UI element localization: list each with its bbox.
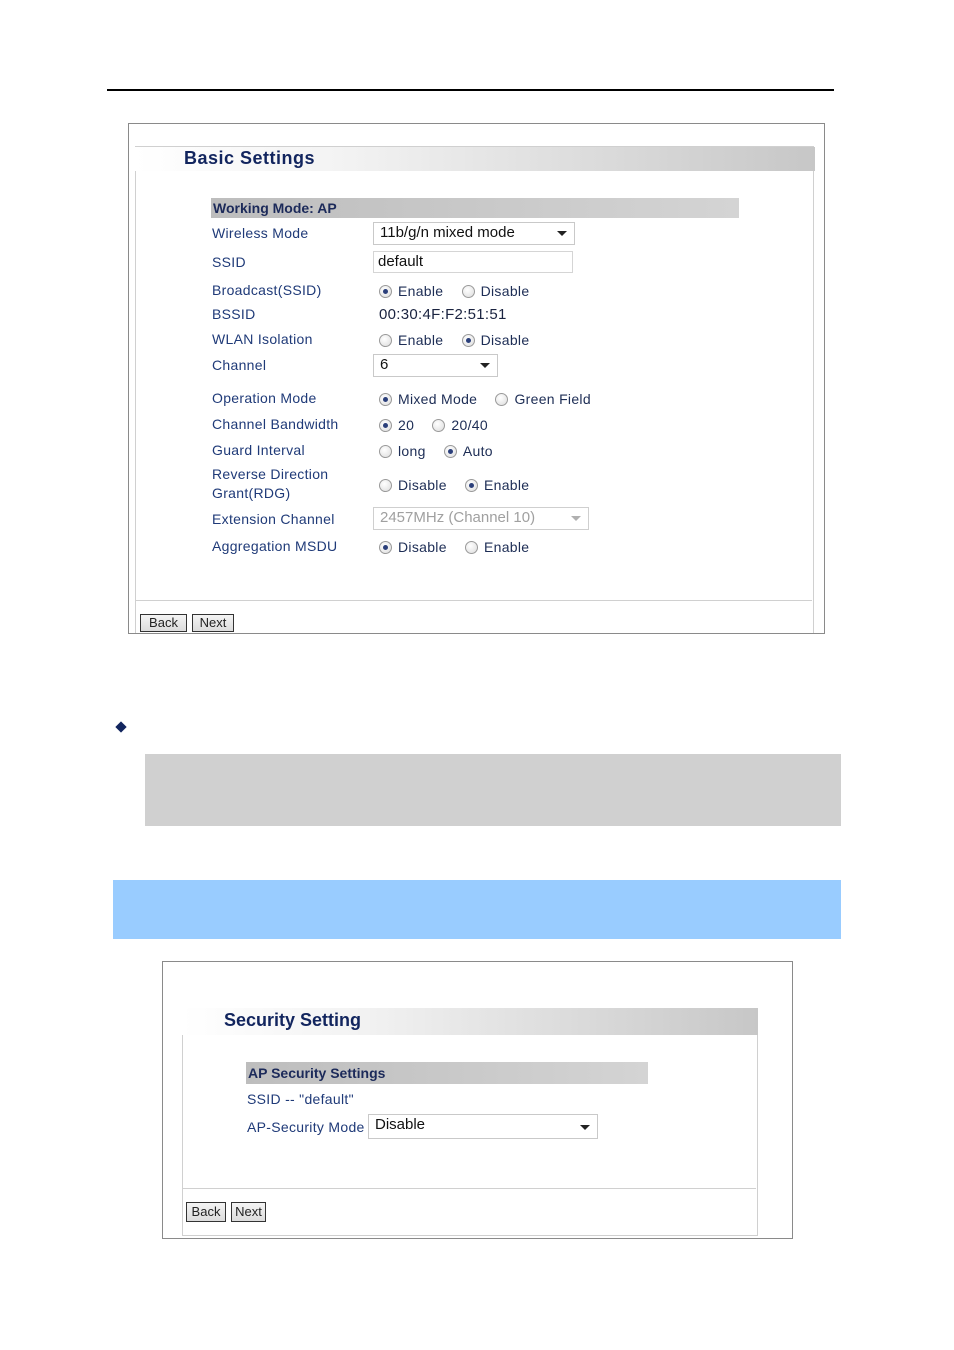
channel-value: 6	[380, 356, 389, 373]
isolation-disable-radio[interactable]	[462, 334, 475, 347]
footer-divider	[136, 600, 812, 601]
aggregation-msdu-options	[379, 539, 543, 557]
security-back-button[interactable]: Back	[186, 1202, 226, 1222]
operation-mode-label: Operation Mode	[212, 390, 317, 406]
chevron-down-icon	[557, 231, 567, 236]
security-setting-panel	[162, 961, 793, 1239]
rdg-disable-label: Disable	[398, 477, 447, 493]
wireless-mode-value: 11b/g/n mixed mode	[380, 224, 515, 241]
guard-auto-label: Auto	[462, 443, 493, 459]
green-field-label: Green Field	[514, 391, 591, 407]
mixed-mode-label: Mixed Mode	[398, 391, 478, 407]
broadcast-enable-label: Enable	[398, 283, 444, 299]
msdu-enable-label: Enable	[484, 539, 530, 555]
guard-long-label: long	[398, 443, 426, 459]
wireless-mode-select[interactable]	[373, 222, 575, 245]
bandwidth-20-40-label: 20/40	[451, 417, 488, 433]
bssid-label: BSSID	[212, 306, 256, 322]
back-button[interactable]: Back	[140, 614, 187, 632]
chevron-down-icon	[580, 1125, 590, 1130]
channel-bandwidth-label: Channel Bandwidth	[212, 416, 339, 432]
bandwidth-20-radio[interactable]	[379, 419, 392, 432]
chevron-down-icon	[480, 363, 490, 368]
channel-bandwidth-options	[379, 417, 502, 435]
msdu-enable-radio[interactable]	[465, 541, 478, 554]
isolation-disable-label: Disable	[480, 332, 530, 348]
rdg-label-line1: Reverse Direction	[212, 466, 329, 482]
broadcast-ssid-label: Broadcast(SSID)	[212, 282, 322, 298]
blue-header-box	[113, 880, 841, 939]
isolation-enable-radio[interactable]	[379, 334, 392, 347]
guard-auto-radio[interactable]	[444, 445, 457, 458]
security-next-button[interactable]: Next	[231, 1202, 266, 1222]
wireless-mode-label: Wireless Mode	[212, 225, 309, 241]
rdg-label-line2: Grant(RDG)	[212, 485, 291, 501]
msdu-disable-radio[interactable]	[379, 541, 392, 554]
bullet-diamond-icon	[115, 721, 126, 732]
security-page-title: Security Setting	[224, 1010, 362, 1030]
operation-mode-options	[379, 391, 605, 409]
next-button[interactable]: Next	[192, 614, 234, 632]
broadcast-disable-label: Disable	[480, 283, 530, 299]
bssid-value: 00:30:4F:F2:51:51	[379, 306, 507, 323]
broadcast-ssid-options	[379, 283, 543, 301]
security-footer-divider	[183, 1188, 756, 1189]
aggregation-msdu-label: Aggregation MSDU	[212, 538, 338, 554]
rdg-enable-radio[interactable]	[465, 479, 478, 492]
extension-channel-value: 2457MHz (Channel 10)	[380, 509, 536, 526]
wlan-isolation-label: WLAN Isolation	[212, 331, 313, 347]
channel-select[interactable]	[373, 354, 498, 377]
ap-security-mode-value: Disable	[375, 1116, 426, 1133]
gray-note-box	[145, 754, 841, 826]
broadcast-disable-radio[interactable]	[462, 285, 475, 298]
page-title: Basic Settings	[184, 148, 316, 168]
ssid-info: SSID -- "default"	[247, 1091, 354, 1107]
bandwidth-20-label: 20	[398, 417, 415, 433]
ap-security-mode-select[interactable]	[368, 1114, 598, 1139]
rdg-enable-label: Enable	[484, 477, 530, 493]
guard-interval-options	[379, 443, 507, 461]
wlan-isolation-options	[379, 332, 543, 350]
ssid-label: SSID	[212, 254, 246, 270]
extension-channel-select[interactable]	[373, 507, 589, 530]
rdg-disable-radio[interactable]	[379, 479, 392, 492]
ap-security-mode-label: AP-Security Mode	[247, 1119, 365, 1135]
broadcast-enable-radio[interactable]	[379, 285, 392, 298]
top-divider	[107, 89, 834, 91]
green-field-radio[interactable]	[495, 393, 508, 406]
chevron-down-icon	[571, 516, 581, 521]
mixed-mode-radio[interactable]	[379, 393, 392, 406]
channel-label: Channel	[212, 357, 267, 373]
guard-interval-label: Guard Interval	[212, 442, 305, 458]
working-mode-header: Working Mode: AP	[211, 198, 739, 218]
extension-channel-label: Extension Channel	[212, 511, 335, 527]
ap-security-header: AP Security Settings	[246, 1062, 648, 1084]
rdg-options	[379, 477, 543, 495]
isolation-enable-label: Enable	[398, 332, 444, 348]
guard-long-radio[interactable]	[379, 445, 392, 458]
basic-settings-panel	[128, 123, 825, 634]
msdu-disable-label: Disable	[398, 539, 447, 555]
ssid-input[interactable]: default	[373, 251, 573, 273]
bandwidth-20-40-radio[interactable]	[432, 419, 445, 432]
